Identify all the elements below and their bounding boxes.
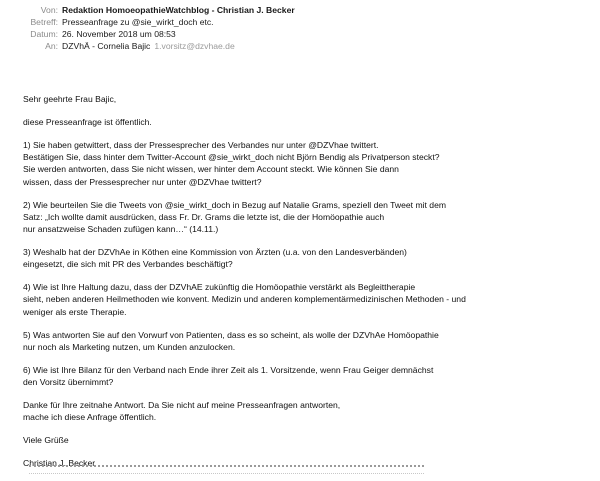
header-subject-row <box>0 16 600 28</box>
question-6-line: 6) Wie ist Ihre Bilanz für den Verband nach Ende ihrer Zeit als 1. Vorsitzende, wenn Frau Geiger demnächst <box>23 364 434 375</box>
header-from-row <box>0 4 600 16</box>
closing-note-line: mache ich diese Anfrage öffentlich. <box>23 412 157 423</box>
question-3-line: eingesetzt, die sich mit PR des Verbandes beschäftigt? <box>23 259 233 270</box>
question-6 <box>23 364 593 388</box>
question-4-line: weniger als erste Therapie. <box>23 306 127 317</box>
question-2 <box>23 199 593 236</box>
subject-value: Presseanfrage zu @sie_wirkt_doch etc. <box>62 17 214 27</box>
question-2-line: Satz: „Ich wollte damit ausdrücken, dass Fr. Dr. Grams die letzte ist, die der Homöopathie auch <box>23 211 385 222</box>
regards: Viele Grüße <box>23 435 69 446</box>
to-email[interactable]: 1.vorsitz@dzvhae.de <box>154 41 235 51</box>
email-body <box>23 93 593 480</box>
to-value[interactable] <box>62 40 235 52</box>
subject-label: Betreff: <box>30 17 58 27</box>
question-1-line: Sie werden antworten, dass Sie nicht wissen, wer hinter dem Account steckt. Wie können Sie dann <box>23 164 399 175</box>
question-6-line: den Vorsitz übernimmt? <box>23 377 114 388</box>
date-label: Datum: <box>30 29 58 39</box>
question-5-line: 5) Was antworten Sie auf den Vorwurf von Patienten, dass es so scheint, als wolle der DZVhAe Homöopathie <box>23 329 439 340</box>
closing-note-line: Danke für Ihre zeitnahe Antwort. Da Sie nicht auf meine Presseanfragen antworten, <box>23 400 341 411</box>
to-label: An: <box>45 41 58 51</box>
question-1 <box>23 139 593 188</box>
question-1-line: Bestätigen Sie, dass hinter dem Twitter-Account @sie_wirkt_doch nicht Björn Bendig als Privatperson steckt? <box>23 152 440 163</box>
from-label: Von: <box>40 5 58 15</box>
question-2-line: nur ansatzweise Schaden zufügen kann…“ (14.11.) <box>23 224 219 235</box>
header-date-row <box>0 28 600 40</box>
question-1-line: 1) Sie haben getwittert, dass der Pressesprecher des Verbandes nur unter @DZVhae twittert. <box>23 140 379 150</box>
question-1-line: wissen, dass der Pressesprecher nur unter @DZVhae twittert? <box>23 176 262 187</box>
question-3-line: 3) Weshalb hat der DZVhAe in Köthen eine Kommission von Ärzten (u.a. von den Landesverbänden) <box>23 247 407 258</box>
closing-note <box>23 399 593 423</box>
greeting: Sehr geehrte Frau Bajic, <box>23 94 117 104</box>
question-4-line: sieht, neben anderen Heilmethoden wie konvent. Medizin und anderen komplementärmedizinischen Methoden - und <box>23 294 466 305</box>
question-5 <box>23 329 593 353</box>
question-3 <box>23 246 593 270</box>
date-value: 26. November 2018 um 08:53 <box>62 29 176 39</box>
from-value[interactable]: Redaktion HomoeopathieWatchblog - Christian J. Becker <box>62 5 295 15</box>
question-4-line: 4) Wie ist Ihre Haltung dazu, dass der DZVhAE zukünftig die Homöopathie verstärkt als Begleittherapie <box>23 282 416 293</box>
intro-text: diese Presseanfrage ist öffentlich. <box>23 117 152 127</box>
question-2-line: 2) Wie beurteilen Sie die Tweets von @sie_wirkt_doch in Bezug auf Natalie Grams, speziell den Tweet mit dem <box>23 199 447 210</box>
signature: Christian J. Becker <box>23 458 96 469</box>
to-name[interactable]: DZVhÄ - Cornelia Bajic <box>62 41 151 51</box>
header-to-row <box>0 40 600 52</box>
email-header <box>0 0 600 52</box>
quote-divider <box>29 465 424 474</box>
question-4 <box>23 281 593 318</box>
question-5-line: nur noch als Marketing nutzen, um Kunden anzulocken. <box>23 341 236 352</box>
